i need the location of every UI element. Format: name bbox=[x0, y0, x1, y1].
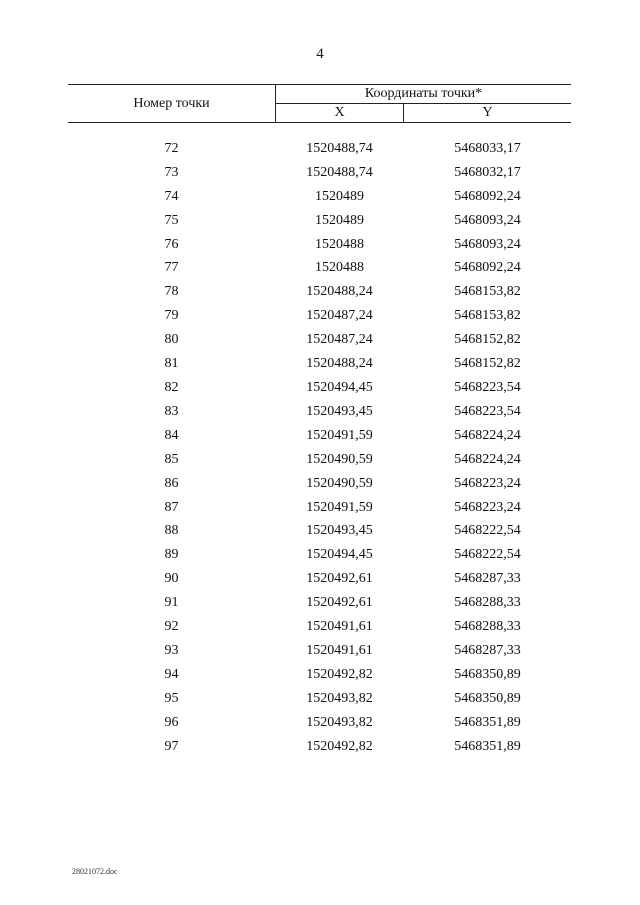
y-coordinate-cell: 5468093,24 bbox=[454, 236, 521, 252]
x-coordinate-cell: 1520492,61 bbox=[306, 571, 373, 587]
y-coordinate-cell: 5468153,82 bbox=[454, 308, 521, 324]
point-number-cell: 79 bbox=[164, 308, 179, 324]
table-row bbox=[68, 639, 571, 663]
table-row bbox=[68, 543, 571, 567]
table-header bbox=[68, 84, 571, 123]
y-coordinate-cell: 5468288,33 bbox=[454, 619, 521, 635]
y-coordinate-cell: 5468223,54 bbox=[454, 380, 521, 396]
point-number-cell: 87 bbox=[164, 499, 179, 515]
table-row bbox=[68, 424, 571, 448]
x-coordinate-cell: 1520494,45 bbox=[306, 547, 373, 563]
header-point-number: Номер точки bbox=[68, 85, 276, 122]
y-coordinate-cell: 5468224,24 bbox=[454, 427, 521, 443]
y-coordinate-cell: 5468092,24 bbox=[454, 188, 521, 204]
point-number-cell: 91 bbox=[164, 595, 179, 611]
table-row bbox=[68, 400, 571, 424]
point-number-cell: 72 bbox=[164, 140, 179, 156]
x-coordinate-cell: 1520488 bbox=[315, 236, 364, 252]
point-number-cell: 93 bbox=[164, 642, 179, 658]
point-number-cell: 82 bbox=[164, 380, 179, 396]
x-coordinate-cell: 1520487,24 bbox=[306, 308, 373, 324]
y-coordinate-cell: 5468093,24 bbox=[454, 212, 521, 228]
table-row bbox=[68, 472, 571, 496]
table-row bbox=[68, 520, 571, 544]
x-coordinate-cell: 1520491,61 bbox=[306, 642, 373, 658]
point-number-cell: 94 bbox=[164, 666, 179, 682]
table-body bbox=[68, 137, 571, 759]
page-number: 4 bbox=[316, 46, 324, 62]
point-number-cell: 73 bbox=[164, 164, 179, 180]
y-coordinate-cell: 5468223,24 bbox=[454, 475, 521, 491]
table-row bbox=[68, 567, 571, 591]
y-coordinate-cell: 5468287,33 bbox=[454, 571, 521, 587]
table-row bbox=[68, 615, 571, 639]
point-number-cell: 75 bbox=[164, 212, 179, 228]
y-coordinate-cell: 5468224,24 bbox=[454, 451, 521, 467]
x-coordinate-cell: 1520493,45 bbox=[306, 523, 373, 539]
point-number-cell: 95 bbox=[164, 690, 179, 706]
header-coordinates: Координаты точки* bbox=[276, 85, 571, 104]
y-coordinate-cell: 5468223,54 bbox=[454, 403, 521, 419]
table-row bbox=[68, 161, 571, 185]
point-number-cell: 84 bbox=[164, 427, 179, 443]
x-coordinate-cell: 1520491,59 bbox=[306, 427, 373, 443]
y-coordinate-cell: 5468032,17 bbox=[454, 164, 521, 180]
header-x: X bbox=[276, 104, 404, 122]
y-coordinate-cell: 5468152,82 bbox=[454, 332, 521, 348]
x-coordinate-cell: 1520491,61 bbox=[306, 619, 373, 635]
table-row bbox=[68, 137, 571, 161]
y-coordinate-cell: 5468350,89 bbox=[454, 690, 521, 706]
x-coordinate-cell: 1520493,82 bbox=[306, 714, 373, 730]
table-row bbox=[68, 663, 571, 687]
y-coordinate-cell: 5468350,89 bbox=[454, 666, 521, 682]
point-number-cell: 89 bbox=[164, 547, 179, 563]
point-number-cell: 83 bbox=[164, 403, 179, 419]
y-coordinate-cell: 5468288,33 bbox=[454, 595, 521, 611]
point-number-cell: 78 bbox=[164, 284, 179, 300]
x-coordinate-cell: 1520488,74 bbox=[306, 164, 373, 180]
table-row bbox=[68, 304, 571, 328]
table-row bbox=[68, 376, 571, 400]
x-coordinate-cell: 1520490,59 bbox=[306, 475, 373, 491]
table-row bbox=[68, 591, 571, 615]
table-row bbox=[68, 257, 571, 281]
x-coordinate-cell: 1520487,24 bbox=[306, 332, 373, 348]
table-row bbox=[68, 233, 571, 257]
point-number-cell: 97 bbox=[164, 738, 179, 754]
y-coordinate-cell: 5468287,33 bbox=[454, 642, 521, 658]
point-number-cell: 76 bbox=[164, 236, 179, 252]
y-coordinate-cell: 5468222,54 bbox=[454, 547, 521, 563]
header-y: Y bbox=[482, 105, 493, 120]
table-row bbox=[68, 496, 571, 520]
point-number-cell: 96 bbox=[164, 714, 179, 730]
point-number-cell: 81 bbox=[164, 356, 179, 372]
x-coordinate-cell: 1520488 bbox=[315, 260, 364, 276]
x-coordinate-cell: 1520494,45 bbox=[306, 380, 373, 396]
table-row bbox=[68, 687, 571, 711]
y-coordinate-cell: 5468033,17 bbox=[454, 140, 521, 156]
table-row bbox=[68, 448, 571, 472]
point-number-cell: 80 bbox=[164, 332, 179, 348]
x-coordinate-cell: 1520490,59 bbox=[306, 451, 373, 467]
y-coordinate-cell: 5468092,24 bbox=[454, 260, 521, 276]
table-row bbox=[68, 185, 571, 209]
x-coordinate-cell: 1520488,24 bbox=[306, 356, 373, 372]
point-number-cell: 86 bbox=[164, 475, 179, 491]
x-coordinate-cell: 1520489 bbox=[315, 212, 364, 228]
point-number-cell: 92 bbox=[164, 619, 179, 635]
point-number-cell: 90 bbox=[164, 571, 179, 587]
x-coordinate-cell: 1520491,59 bbox=[306, 499, 373, 515]
x-coordinate-cell: 1520488,74 bbox=[306, 140, 373, 156]
x-coordinate-cell: 1520492,61 bbox=[306, 595, 373, 611]
table-row bbox=[68, 352, 571, 376]
x-coordinate-cell: 1520489 bbox=[315, 188, 364, 204]
y-coordinate-cell: 5468223,24 bbox=[454, 499, 521, 515]
point-number-cell: 85 bbox=[164, 451, 179, 467]
y-coordinate-cell: 5468153,82 bbox=[454, 284, 521, 300]
y-coordinate-cell: 5468351,89 bbox=[454, 738, 521, 754]
table-row bbox=[68, 280, 571, 304]
file-name-footer: 28021072.doc bbox=[72, 867, 118, 876]
x-coordinate-cell: 1520492,82 bbox=[306, 666, 373, 682]
x-coordinate-cell: 1520492,82 bbox=[306, 738, 373, 754]
x-coordinate-cell: 1520493,45 bbox=[306, 403, 373, 419]
table-row bbox=[68, 711, 571, 735]
table-row bbox=[68, 735, 571, 759]
y-coordinate-cell: 5468152,82 bbox=[454, 356, 521, 372]
y-coordinate-cell: 5468222,54 bbox=[454, 523, 521, 539]
point-number-cell: 88 bbox=[164, 523, 179, 539]
y-coordinate-cell: 5468351,89 bbox=[454, 714, 521, 730]
x-coordinate-cell: 1520493,82 bbox=[306, 690, 373, 706]
x-coordinate-cell: 1520488,24 bbox=[306, 284, 373, 300]
point-number-cell: 77 bbox=[164, 260, 179, 276]
table-row bbox=[68, 328, 571, 352]
point-number-cell: 74 bbox=[164, 188, 179, 204]
table-row bbox=[68, 209, 571, 233]
